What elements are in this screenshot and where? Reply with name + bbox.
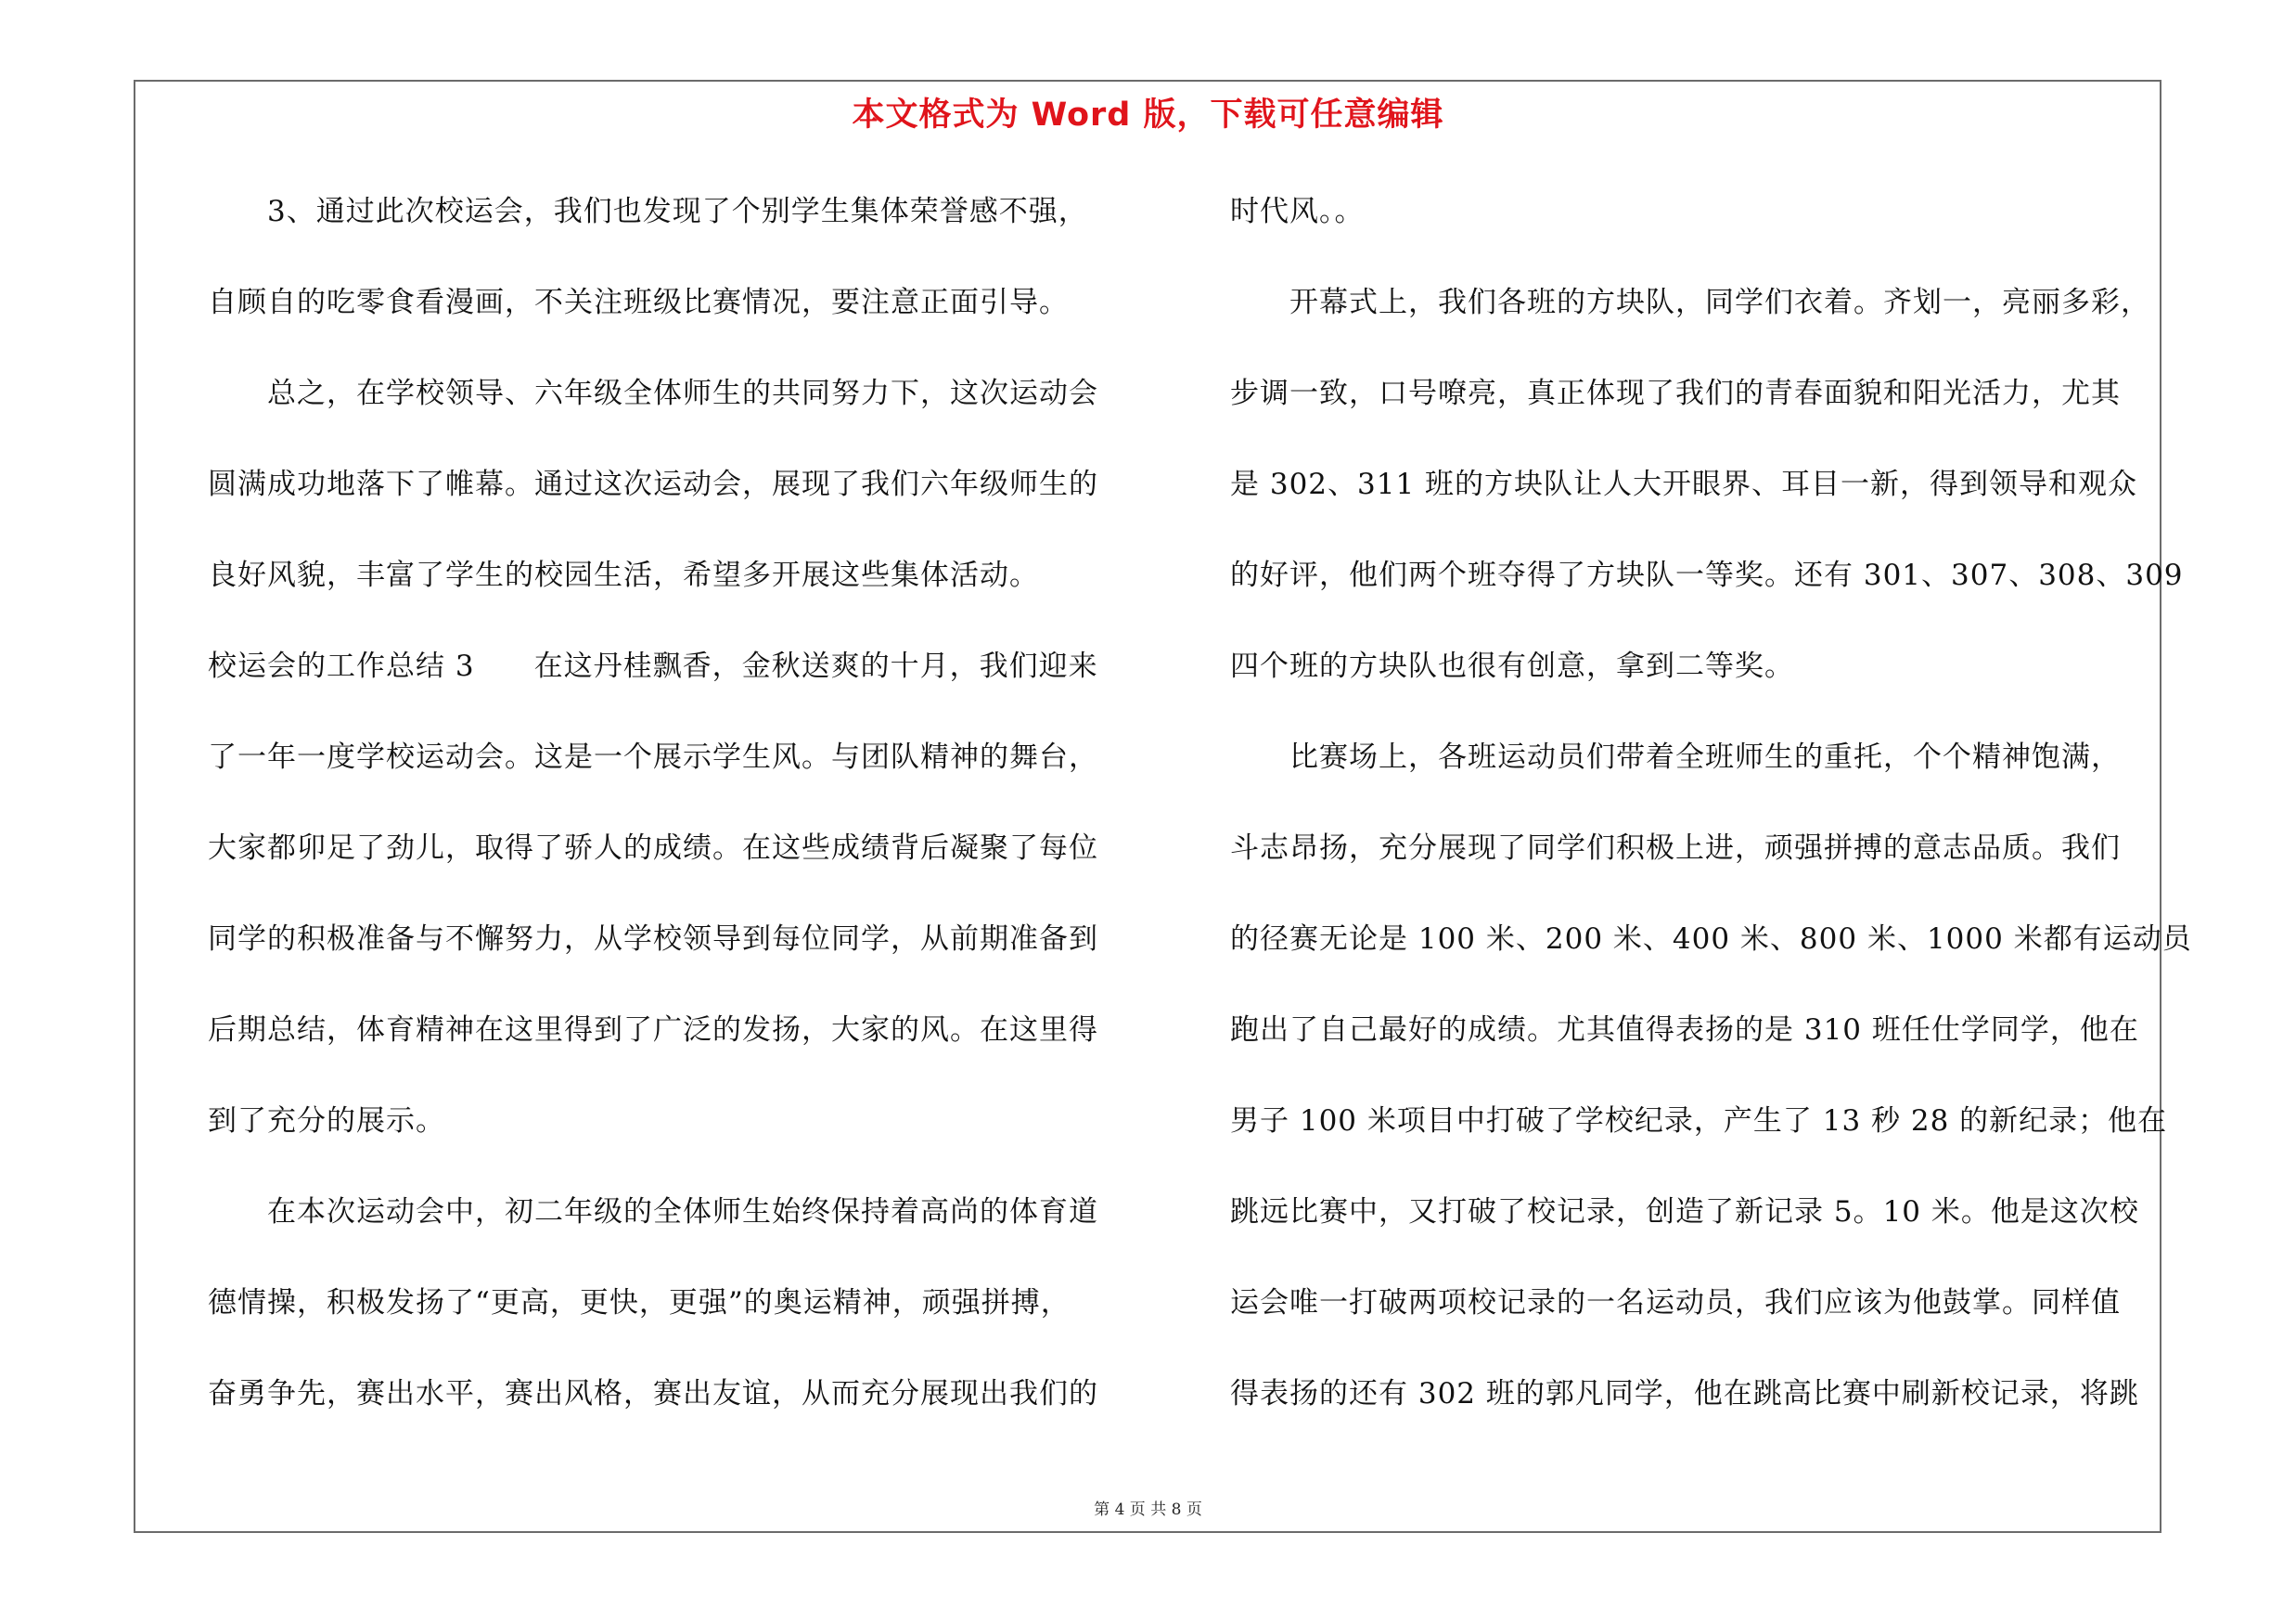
text-line: 了一年一度学校运动会。这是一个展示学生风。与团队精神的舞台， bbox=[208, 741, 1098, 774]
text-line: 斗志昂扬，充分展现了同学们积极上进，顽强拼搏的意志品质。我们 bbox=[1230, 831, 2121, 865]
text-line: 3、通过此次校运会，我们也发现了个别学生集体荣誉感不强， bbox=[208, 195, 1088, 228]
text-line: 时代风。。 bbox=[1230, 195, 1365, 228]
text-line: 运会唯一打破两项校记录的一名运动员，我们应该为他鼓掌。同样值 bbox=[1230, 1286, 2121, 1320]
document-banner: 本文格式为 Word 版，下载可任意编辑 bbox=[852, 97, 1444, 134]
page-number: 第 4 页 共 8 页 bbox=[1094, 1501, 1202, 1519]
text-line: 是 302、311 班的方块队让人大开眼界、耳目一新，得到领导和观众 bbox=[1230, 468, 2138, 501]
text-line: 比赛场上，各班运动员们带着全班师生的重托，个个精神饱满， bbox=[1230, 741, 2121, 774]
text-line: 后期总结，体育精神在这里得到了广泛的发扬，大家的风。在这里得 bbox=[208, 1013, 1098, 1047]
text-line: 到了充分的展示。 bbox=[208, 1104, 445, 1138]
text-line: 大家都卯足了劲儿，取得了骄人的成绩。在这些成绩背后凝聚了每位 bbox=[208, 831, 1098, 865]
text-line: 圆满成功地落下了帷幕。通过这次运动会，展现了我们六年级师生的 bbox=[208, 468, 1098, 501]
text-line: 的径赛无论是 100 米、200 米、400 米、800 米、1000 米都有运动员 bbox=[1230, 922, 2192, 956]
text-line: 四个班的方块队也很有创意，拿到二等奖。 bbox=[1230, 650, 1794, 683]
text-line: 总之，在学校领导、六年级全体师生的共同努力下，这次运动会 bbox=[208, 377, 1098, 410]
text-line: 开幕式上，我们各班的方块队，同学们衣着。齐划一，亮丽多彩， bbox=[1230, 286, 2150, 319]
text-line: 男子 100 米项目中打破了学校纪录，产生了 13 秒 28 的新纪录；他在 bbox=[1230, 1104, 2168, 1138]
text-line: 步调一致，口号嘹亮，真正体现了我们的青春面貌和阳光活力，尤其 bbox=[1230, 377, 2121, 410]
text-line: 同学的积极准备与不懈努力，从学校领导到每位同学，从前期准备到 bbox=[208, 922, 1098, 956]
text-line: 德情操，积极发扬了“更高，更快，更强”的奥运精神，顽强拼搏， bbox=[208, 1286, 1071, 1320]
text-line: 奋勇争先，赛出水平，赛出风格，赛出友谊，从而充分展现出我们的 bbox=[208, 1377, 1098, 1410]
text-line: 在本次运动会中，初二年级的全体师生始终保持着高尚的体育道 bbox=[208, 1195, 1098, 1229]
text-line: 良好风貌，丰富了学生的校园生活，希望多开展这些集体活动。 bbox=[208, 559, 1039, 592]
text-line: 自顾自的吃零食看漫画，不关注班级比赛情况，要注意正面引导。 bbox=[208, 286, 1069, 319]
text-line: 校运会的工作总结 3 在这丹桂飘香，金秋送爽的十月，我们迎来 bbox=[208, 650, 1098, 683]
text-line: 得表扬的还有 302 班的郭凡同学，他在跳高比赛中刷新校记录，将跳 bbox=[1230, 1377, 2139, 1410]
text-line: 的好评，他们两个班夺得了方块队一等奖。还有 301、307、308、309 bbox=[1230, 559, 2184, 592]
text-line: 跑出了自己最好的成绩。尤其值得表扬的是 310 班任仕学同学，他在 bbox=[1230, 1013, 2139, 1047]
text-line: 跳远比赛中，又打破了校记录，创造了新记录 5。10 米。他是这次校 bbox=[1230, 1195, 2139, 1229]
